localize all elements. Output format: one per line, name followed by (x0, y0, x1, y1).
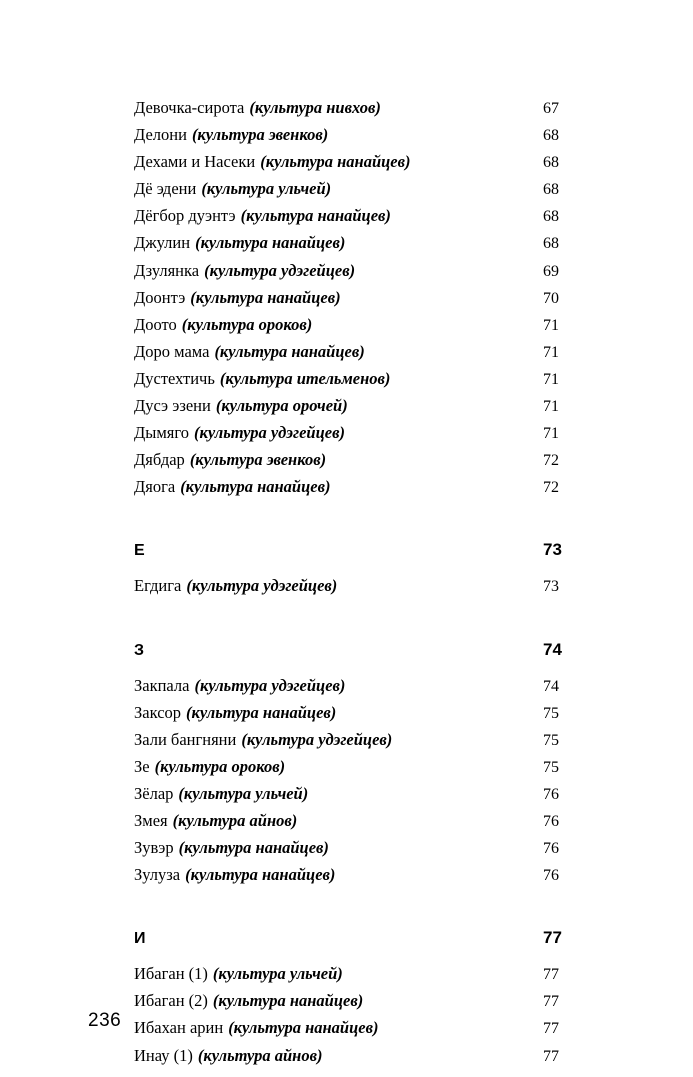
toc-entry-page: 72 (543, 479, 559, 497)
toc-entry-label: Зе (культура ороков) (134, 756, 286, 776)
toc-entry (122, 700, 577, 727)
toc-entry (122, 447, 577, 474)
section-spacer (122, 501, 577, 537)
toc-entry (122, 339, 577, 366)
toc-entry-label: Дё эдени (культура ульчей) (134, 179, 332, 199)
toc-letter-page: 74 (543, 639, 562, 659)
toc-entry (122, 1043, 577, 1070)
toc-letter-heading (122, 537, 577, 564)
toc-group-letter-e (122, 537, 577, 600)
toc-entry-label: Девочка-сирота (культура нивхов) (134, 98, 381, 117)
toc-entry-label: Заксор (культура нанайцев) (134, 702, 337, 722)
toc-letter-label: И (134, 930, 146, 948)
toc-entry-page: 77 (543, 1047, 559, 1065)
toc-entry-label: Доото (культура ороков) (134, 314, 313, 334)
toc-entry (122, 312, 577, 339)
toc-entry-label: Дзулянка (культура удэгейцев) (134, 260, 356, 280)
toc-entry-label: Доонтэ (культура нанайцев) (134, 287, 341, 307)
toc-entry-page: 73 (543, 578, 559, 596)
toc-entry-page: 68 (543, 235, 559, 253)
toc-entry (122, 95, 577, 122)
toc-group-letter-i (122, 925, 577, 1069)
toc-entry-page: 71 (543, 425, 559, 443)
toc-entry (122, 673, 577, 700)
toc-entry-label: Инау (1) (культура айнов) (134, 1045, 323, 1065)
toc-entry-page: 76 (543, 812, 559, 830)
toc-letter-page: 73 (543, 540, 562, 560)
toc-entry-label: Джулин (культура нанайцев) (134, 233, 346, 253)
toc-entry-page: 77 (543, 966, 559, 984)
toc-entry (122, 961, 577, 988)
toc-entry-page: 69 (543, 262, 559, 280)
toc-entry (122, 366, 577, 393)
toc-entry-page: 72 (543, 452, 559, 470)
section-spacer (122, 601, 577, 637)
toc-entry (122, 149, 577, 176)
section-spacer (122, 889, 577, 925)
toc-entry (122, 835, 577, 862)
toc-entry-page: 71 (543, 343, 559, 361)
toc-group-letter-z (122, 637, 577, 890)
toc-entry-label: Змея (культура айнов) (134, 810, 298, 830)
toc-entry (122, 420, 577, 447)
toc-entry-page: 75 (543, 704, 559, 722)
toc-entry (122, 122, 577, 149)
toc-entry-label: Доро мама (культура нанайцев) (134, 341, 365, 361)
toc-entry (122, 230, 577, 257)
toc-entry-label: Ибаган (1) (культура ульчей) (134, 964, 343, 984)
toc-entry-page: 68 (543, 154, 559, 172)
page-folio-number: 236 (88, 1010, 122, 1031)
toc-letter-label: З (134, 641, 145, 659)
toc-entry (122, 988, 577, 1015)
toc-letter-heading (122, 925, 577, 952)
toc-entry-page: 77 (543, 1020, 559, 1038)
toc-entry-page: 76 (543, 867, 559, 885)
table-of-contents (122, 95, 577, 1070)
toc-entry (122, 781, 577, 808)
toc-entry (122, 1015, 577, 1042)
toc-entry-label: Дусэ эзени (культура орочей) (134, 396, 348, 416)
toc-entry (122, 808, 577, 835)
toc-entry-page: 75 (543, 731, 559, 749)
toc-entry-label: Дябдар (культура эвенков) (134, 450, 327, 470)
toc-entry (122, 474, 577, 501)
toc-entry-page: 74 (543, 677, 559, 695)
toc-entry-label: Дёгбор дуэнтэ (культура нанайцев) (134, 206, 391, 226)
toc-entry-label: Дехами и Насеки (культура нанайцев) (134, 152, 411, 172)
toc-entry-page: 75 (543, 758, 559, 776)
toc-entry (122, 258, 577, 285)
toc-entry-page: 68 (543, 127, 559, 145)
toc-entry-page: 76 (543, 785, 559, 803)
section-spacer (122, 564, 577, 573)
toc-entry-label: Дяога (культура нанайцев) (134, 477, 331, 497)
toc-entry (122, 573, 577, 600)
toc-entry-page: 77 (543, 993, 559, 1011)
toc-entry-page: 68 (543, 208, 559, 226)
toc-entry (122, 203, 577, 230)
toc-entry-label: Зёлар (культура ульчей) (134, 783, 309, 803)
toc-letter-page: 77 (543, 928, 562, 948)
toc-entry (122, 862, 577, 889)
toc-entry-page: 67 (543, 100, 559, 117)
toc-letter-label: Е (134, 542, 145, 560)
toc-entry-label: Закпала (культура удэгейцев) (134, 675, 346, 695)
toc-entry (122, 754, 577, 781)
toc-entry-page: 71 (543, 370, 559, 388)
toc-entry-label: Зали бангняни (культура удэгейцев) (134, 729, 393, 749)
section-spacer (122, 664, 577, 673)
toc-entry-page: 76 (543, 840, 559, 858)
toc-entry-page: 71 (543, 398, 559, 416)
toc-entry-label: Ибаган (2) (культура нанайцев) (134, 991, 364, 1011)
toc-entry-label: Зулуза (культура нанайцев) (134, 865, 336, 885)
toc-entry (122, 285, 577, 312)
toc-letter-heading (122, 637, 577, 664)
toc-entry-page: 68 (543, 181, 559, 199)
toc-entry-label: Делони (культура эвенков) (134, 125, 329, 145)
toc-entry (122, 176, 577, 203)
toc-entry-label: Зувэр (культура нанайцев) (134, 838, 329, 858)
section-spacer (122, 952, 577, 961)
toc-entry-label: Дымяго (культура удэгейцев) (134, 423, 345, 443)
toc-entry (122, 727, 577, 754)
toc-entry-page: 71 (543, 316, 559, 334)
toc-group-continuation (122, 95, 577, 501)
toc-entry-label: Ибахан арин (культура нанайцев) (134, 1018, 379, 1038)
toc-entry-label: Егдига (культура удэгейцев) (134, 576, 338, 596)
toc-entry-page: 70 (543, 289, 559, 307)
toc-entry (122, 393, 577, 420)
toc-entry-label: Дустехтичь (культура ительменов) (134, 368, 391, 388)
